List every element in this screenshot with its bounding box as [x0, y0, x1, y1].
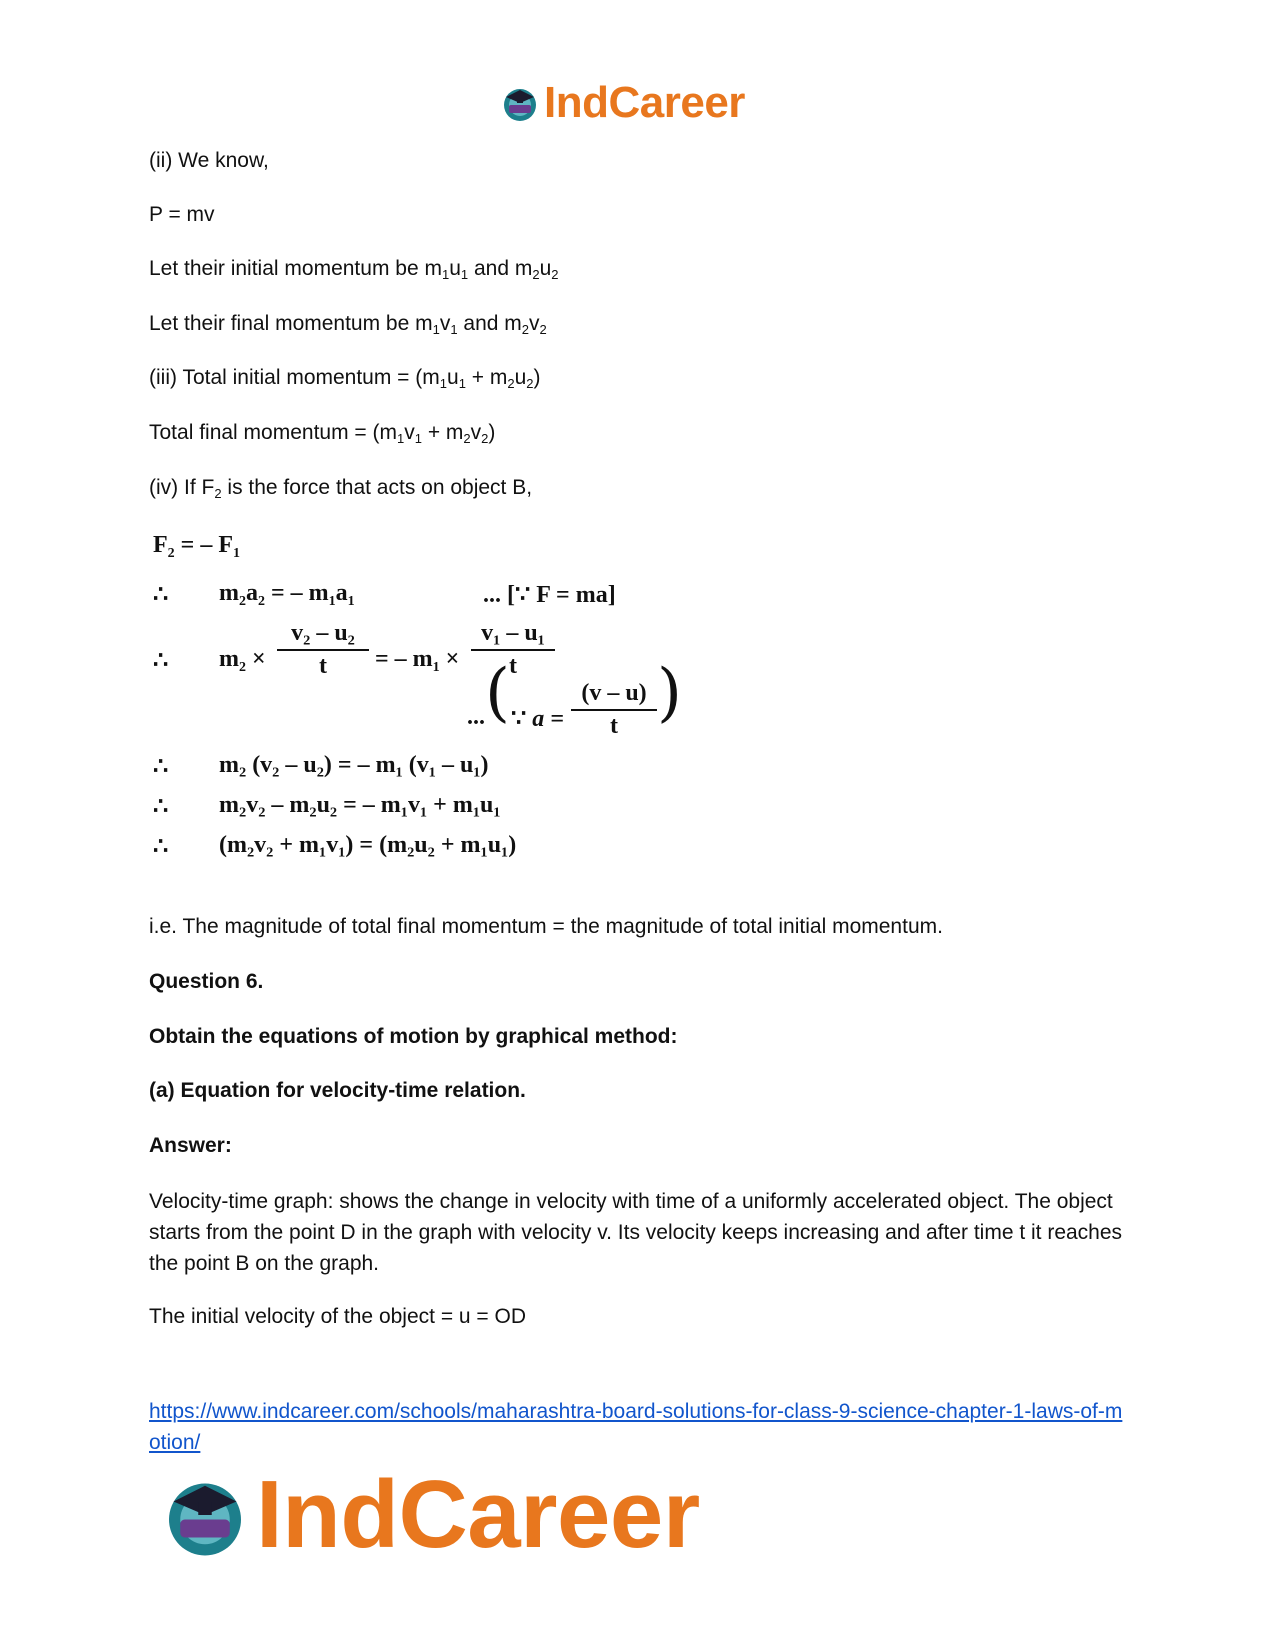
- brand-name: IndCareer: [544, 78, 745, 127]
- equation-row: m₂v₂ – m₂u₂ = – m₁v₁ + m₁u₁: [219, 792, 501, 818]
- answer-paragraph: Velocity-time graph: shows the change in velocity with time of a uniformly accelerated object. The object starts from the point D in the graph with velocity v. Its velocity keeps increasing and after time t it reaches the point B on the graph.: [149, 1190, 1123, 1275]
- source-link[interactable]: https://www.indcareer.com/schools/maharashtra-board-solutions-for-class-9-science-chapter-1-laws-of-motion/: [149, 1400, 1123, 1454]
- brand-name: IndCareer: [256, 1461, 700, 1568]
- text-line: P = mv: [149, 203, 215, 226]
- text-line: The initial velocity of the object = u = OD: [149, 1305, 527, 1328]
- header-logo: [500, 78, 745, 128]
- equation-term: = – $m_1$ ×: [375, 646, 460, 675]
- equation-row: m₂ (v₂ – u₂) = – m₁ (v₁ – u₁): [219, 752, 489, 778]
- graduation-cap-globe-icon: [160, 1470, 250, 1560]
- text-line: i.e. The magnitude of total final momentum = the magnitude of total initial momentum.: [149, 915, 943, 938]
- text-line: (ii) We know,: [149, 149, 269, 172]
- answer-label: Answer:: [149, 1134, 232, 1157]
- fraction: v₂ – u₂ t: [277, 620, 369, 680]
- text-line: (iii) Total initial momentum = $(m_1u_1 + m_2u_2)$: [149, 366, 541, 391]
- equation-term: ∵ a =: [511, 706, 564, 732]
- right-parenthesis: ): [657, 656, 682, 730]
- therefore-symbol: ∴: [153, 582, 169, 608]
- equation-row: (m₂v₂ + m₁v₁) = (m₂u₂ + m₁u₁): [219, 832, 517, 858]
- fraction: (v – u) t: [571, 680, 657, 740]
- therefore-symbol: ∴: [153, 648, 169, 674]
- equation-note: ...: [467, 704, 485, 730]
- equation-term: $m_2$ ×: [219, 646, 266, 675]
- equation-block: [149, 532, 709, 882]
- question-heading: Question 6.: [149, 970, 264, 993]
- equation-row: $m_2a_2$ = – $m_1a_1$: [219, 580, 355, 609]
- fraction: v₁ – u₁ t: [471, 620, 555, 680]
- left-parenthesis: (: [485, 656, 510, 730]
- therefore-symbol: ∴: [153, 834, 169, 860]
- equation-note: ... [∵ F = ma]: [483, 582, 616, 608]
- question-part: (a) Equation for velocity-time relation.: [149, 1079, 526, 1102]
- therefore-symbol: ∴: [153, 794, 169, 820]
- text-line: (iv) If $F_2$ is the force that acts on object B,: [149, 476, 533, 501]
- therefore-symbol: ∴: [153, 754, 169, 780]
- graduation-cap-globe-icon: [500, 83, 540, 123]
- text-line: Let their final momentum be $m_1v_1$ and $m_2v_2$: [149, 312, 547, 337]
- text-line: Let their initial momentum be $m_1u_1$ and $m_2u_2$: [149, 257, 559, 282]
- footer-logo: [160, 1460, 700, 1570]
- question-title: Obtain the equations of motion by graphical method:: [149, 1025, 678, 1048]
- text-line: Total final momentum = $(m_1v_1 + m_2v_2)$: [149, 421, 496, 446]
- equation-row: $F_2$ = – $F_1$: [153, 532, 241, 561]
